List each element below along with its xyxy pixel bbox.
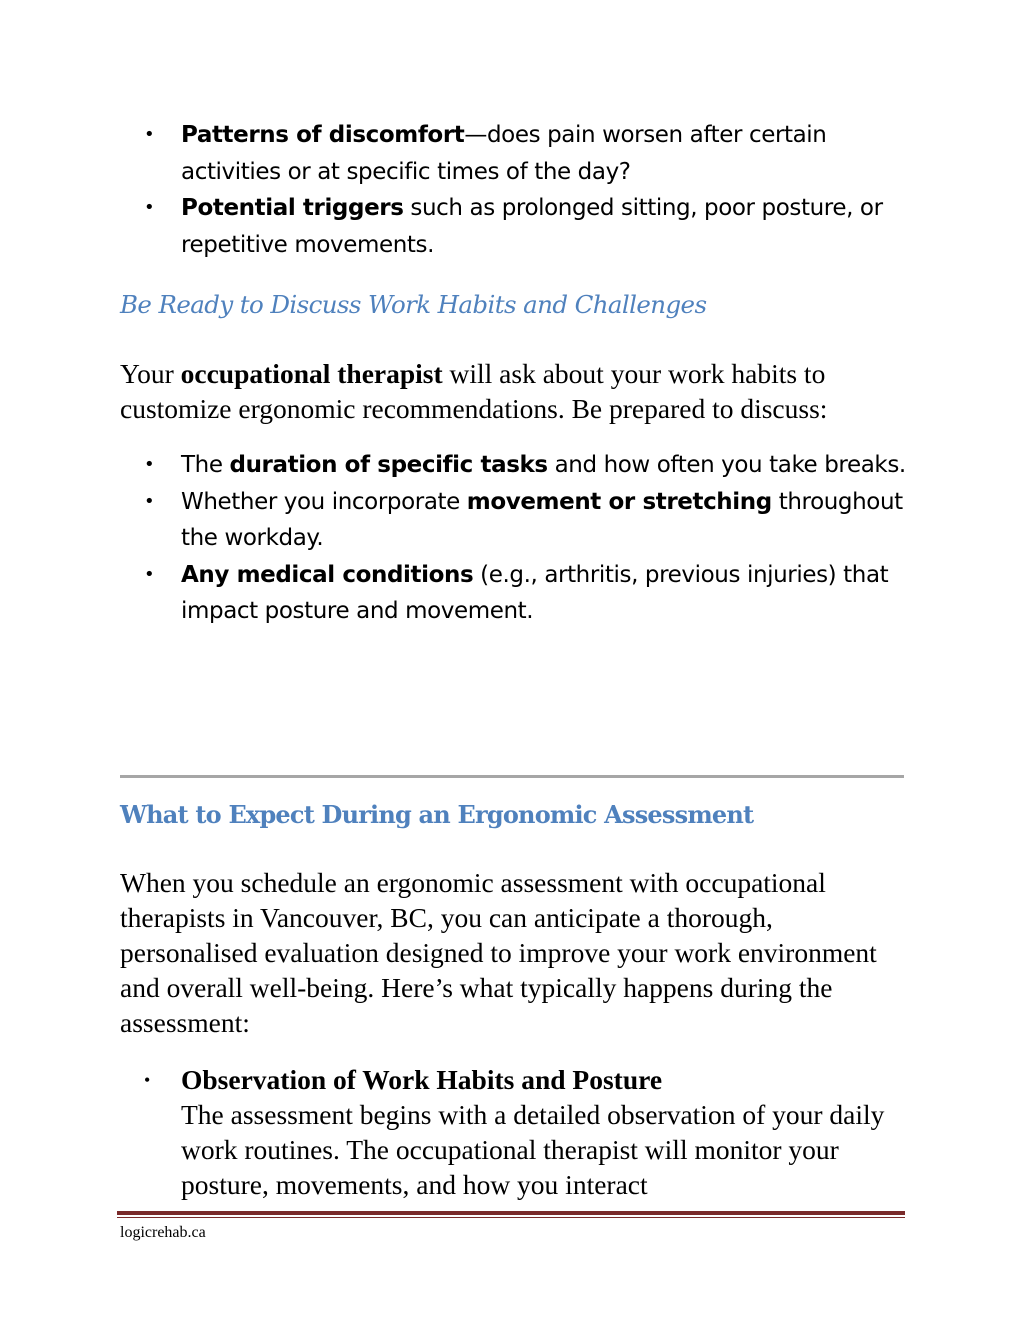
bullet-icon: • <box>144 1070 151 1090</box>
bullet-icon: • <box>144 197 155 218</box>
list-item-text: The <box>181 452 230 478</box>
bullet-icon: • <box>144 124 155 145</box>
paragraph-text: Your <box>120 358 181 389</box>
footer-website: logicrehab.ca <box>120 1224 206 1241</box>
list-item <box>120 190 910 263</box>
section-divider <box>120 775 904 778</box>
section-subheading: Be Ready to Discuss Work Habits and Challenges <box>120 290 707 319</box>
bullet-icon: • <box>144 454 155 475</box>
assessment-paragraph: When you schedule an ergonomic assessment with occupational therapists in Vancouver, BC, you can anticipate a thorough, personalised evaluation designed to improve your work environment and overall well-being. Here’s what typically happens during the assessment: <box>120 867 877 1038</box>
footer-divider <box>117 1211 905 1215</box>
list-item <box>120 447 910 484</box>
bullet-icon: • <box>144 490 155 512</box>
assessment-steps-list <box>120 1062 910 1202</box>
list-item-text: throughout the workday. <box>181 488 903 551</box>
list-item-title: Observation of Work Habits and Posture <box>181 1064 663 1095</box>
paragraph-bold: occupational therapist <box>180 358 443 389</box>
work-habits-list <box>120 447 910 630</box>
intro-paragraph <box>120 356 910 426</box>
list-item-bold: Patterns of discomfort <box>181 122 465 148</box>
list-item <box>120 117 910 190</box>
paragraph-text: will ask about your work habits to customize ergonomic recommendations. Be prepared to discuss: <box>120 358 828 424</box>
list-item-text: such as prolonged sitting, poor posture, or repetitive movements. <box>181 195 883 258</box>
list-item-text: (e.g., arthritis, previous injuries) that impact posture and movement. <box>181 561 889 624</box>
list-item <box>120 1062 910 1202</box>
list-item <box>120 557 910 630</box>
list-item-bold: duration of specific tasks <box>229 452 548 478</box>
footer-divider-thin <box>117 1217 905 1218</box>
list-item-bold: Potential triggers <box>181 195 404 221</box>
bullet-icon: • <box>144 563 155 585</box>
list-item-text: Whether you incorporate <box>181 488 467 515</box>
list-item <box>120 484 910 557</box>
list-item-bold: Any medical conditions <box>181 561 474 588</box>
list-item-text: and how often you take breaks. <box>547 452 906 478</box>
list-item-bold: movement or stretching <box>466 488 772 515</box>
discomfort-list <box>120 117 910 263</box>
list-item-text: The assessment begins with a detailed observation of your daily work routines. The occupational therapist will monitor your posture, movements, and how you interact <box>181 1099 885 1200</box>
section-heading: What to Expect During an Ergonomic Assessment <box>120 800 754 829</box>
list-item-text: —does pain worsen after certain activities or at specific times of the day? <box>181 122 827 185</box>
